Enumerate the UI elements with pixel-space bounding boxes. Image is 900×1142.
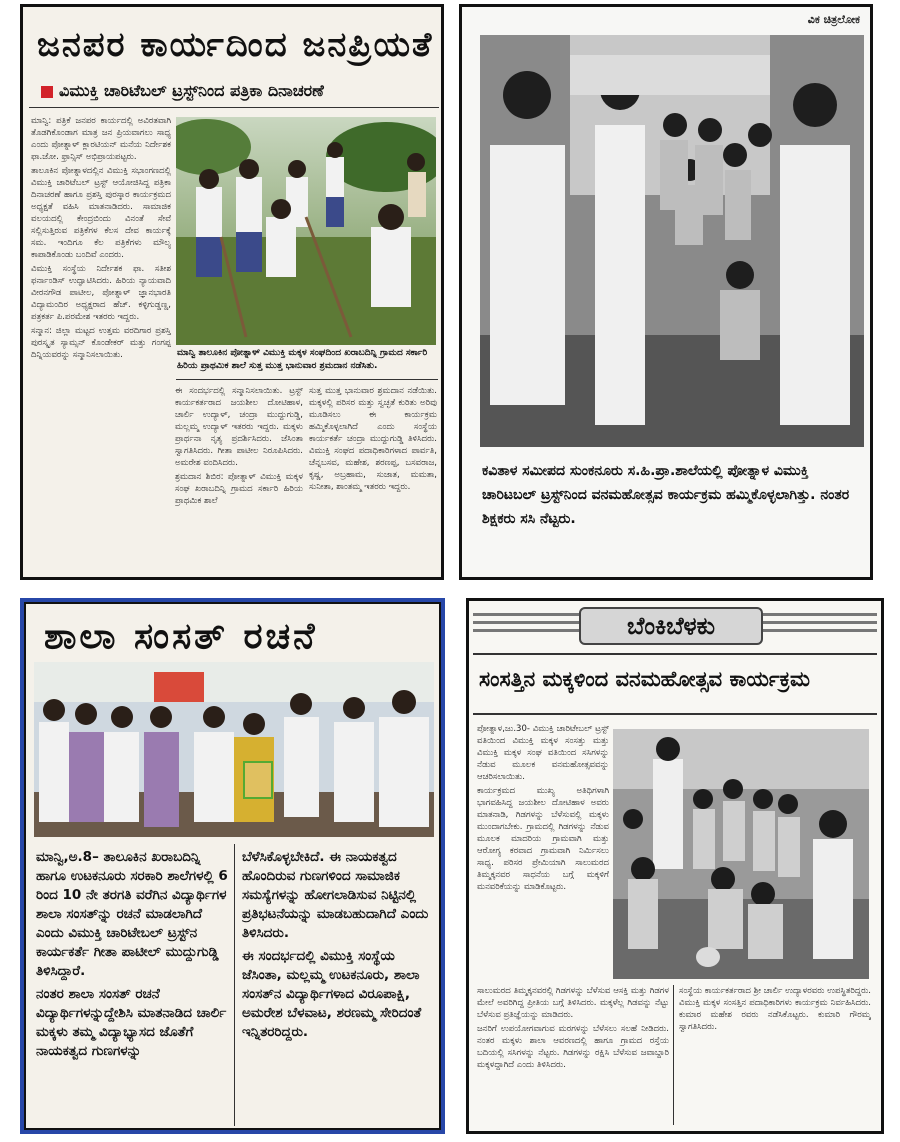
paragraph: ನಂತರ ಶಾಲಾ ಸಂಸತ್ ರಚನೆ ವಿದ್ಯಾರ್ಥಿಗಳನ್ನುದ್ದೇಶಿಸಿ ಮಾತನಾಡಿದ ಚಾರ್ಲಿ ಮಕ್ಕಳು ತಮ್ಮ ವಿದ್ಯಾಭ್ಯಾಸದ ಜೊತೆಗೆ ನಾಯಕತ್ವದ ಗುಣಗಳನ್ನು	[36, 986, 227, 1059]
caption-text: ಕವಿತಾಳ ಸಮೀಪದ ಸುಂಕನೂರು ಸ.ಹಿ.ಪ್ರಾ.ಶಾಲೆಯಲ್ಲಿ ಪೋತ್ನಾಳ ವಿಮುಕ್ತಿ ಚಾರಿಟಬಲ್ ಟ್ರಸ್ಟ್‌ನಿಂದ ವನಮಹೋತ್ಸವ ಕಾರ್ಯಕ್ರಮ ಹಮ್ಮಿಕೊಳ್ಳಲಾಗಿತ್ತು. ನಂತರ ಶಿಕ್ಷಕರು ಸಸಿ ನೆಟ್ಟರು.	[482, 463, 850, 527]
column-divider	[673, 985, 674, 1125]
news-photo-tree-planting	[480, 35, 864, 447]
article-column-left	[477, 723, 609, 973]
headline: ಜನಪರ ಕಾರ್ಯದಿಂದ ಜನಪ್ರಿಯತೆ	[37, 25, 434, 65]
paragraph: ಜನರಿಗೆ ಉಪಯೋಗವಾಗುವ ಮರಗಳನ್ನು ಬೆಳೆಸಲು ಸಲಹೆ ನೀಡಿದರು. ನಂತರ ಮಕ್ಕಳು ಶಾಲಾ ಆವರಣದಲ್ಲಿ ಹಾಗೂ ಗ್ರಾಮದ ರಸ್ತೆಯ ಬದಿಯಲ್ಲಿ ಸಸಿಗಳನ್ನು ನೆಟ್ಟರು. ಗಿಡಗಳನ್ನು ರಕ್ಷಿಸಿ ಬೆಳೆಸುವ ಜವಾಬ್ದಾರಿ ಮಕ್ಕಳದ್ದಾಗಿದೆ ಎಂದು ತಿಳಿಸಿದರು.	[477, 1024, 669, 1070]
subheadline-text: ವಿಮುಕ್ತಿ ಚಾರಿಟೆಬಲ್ ಟ್ರಸ್ಟ್‌ನಿಂದ ಪತ್ರಿಕಾ ದಿನಾಚರಣೆ	[59, 81, 324, 100]
article-column-left	[31, 115, 171, 575]
article-column-middle	[175, 385, 303, 575]
article-column-right	[242, 848, 434, 1132]
newspaper-clipping-1	[20, 4, 444, 580]
news-photo-children-planting	[176, 117, 436, 345]
headline: ಸಂಸತ್ತಿನ ಮಕ್ಕಳಿಂದ ವನಮಹೋತ್ಸವ ಕಾರ್ಯಕ್ರಮ	[479, 667, 810, 691]
paragraph: ಸುತ್ತ ಮುತ್ತ ಭಾನುವಾರ ಶ್ರಮದಾನ ನಡೆಯಿತು. ಮಕ್ಕಳಲ್ಲಿ ಪರಿಸರ ಮತ್ತು ಸ್ವಚ್ಛತೆ ಕುರಿತು ಅರಿವು ಮೂಡಿಸಲು ಈ ಕಾರ್ಯಕ್ರಮ ಹಮ್ಮಿಕೊಳ್ಳಲಾಗಿದೆ ಎಂದು ಸಂಸ್ಥೆಯ ಕಾರ್ಯಕರ್ತೆ ಚಂದ್ರಾ ಮುದ್ದುಗುಡ್ಡಿ ತಿಳಿಸಿದರು. ವಿಮುಕ್ತಿ ಸಂಘದ ಪದಾಧಿಕಾರಿಗಳಾದ ಪಾರ್ವತಿ, ಚೆನ್ನಬಸವ, ಮಹೇಶ, ಶರಣಪ್ಪ, ಬಸವರಾಜ, ಕೃಷ್ಣ, ಅಬ್ರಹಾಮ, ಸುಜಾತ, ಮಮತಾ, ಸುನೀತಾ, ಶಾಂತಮ್ಮ ಇತರರು ಇದ್ದರು.	[309, 386, 437, 492]
article-column-right	[309, 385, 437, 575]
paragraph: ಈ ಸಂದರ್ಭದಲ್ಲಿ ಸನ್ಮಾನಿಸಲಾಯಿತು. ಟ್ರಸ್ಟ್ ಕಾರ್ಯಕರ್ತರಾದ ಜಯಶೀಲ ದೋಟಿಹಾಳ, ಚಾರ್ಲಿ ಉದ್ಯಾಳ್, ಚಂದ್ರಾ ಮುದ್ದುಗುಡ್ಡಿ, ಮಲ್ಲಮ್ಮ ಉದ್ಯಾಳ್ ಇತರರು ಇದ್ದರು. ಮಕ್ಕಳು ಪ್ರಾರ್ಥನಾ ನೃತ್ಯ ಪ್ರದರ್ಶಿಸಿದರು. ಜೆಸಿಂತಾ ಸ್ವಾಗತಿಸಿದರು. ಗೀತಾ ಪಾಟೀಲ ನಿರೂಪಿಸಿದರು. ಅಮರೇಶ ವಂದಿಸಿದರು.	[175, 386, 303, 468]
red-bullet-icon	[41, 86, 53, 98]
newspaper-clipping-4	[466, 598, 884, 1134]
photo-caption	[482, 459, 862, 531]
newspaper-clipping-2	[459, 4, 873, 580]
divider	[473, 713, 877, 715]
column-divider	[234, 844, 235, 1126]
paragraph: ಶ್ರಮದಾನ ಶಿಬಿರ: ಪೋತ್ನಾಳ್ ವಿಮುಕ್ತಿ ಮಕ್ಕಳ ಸಂಘ ಖರಾಬದಿನ್ನಿ ಗ್ರಾಮದ ಸರ್ಕಾರಿ ಹಿರಿಯ ಪ್ರಾಥಮಿಕ ಶಾಲೆ	[175, 472, 303, 506]
section-kicker: ವಿಕ ಚಿತ್ರಲೋಕ	[807, 13, 860, 26]
headline: ಶಾಲಾ ಸಂಸತ್ ರಚನೆ	[44, 616, 318, 657]
paragraph: ಕಾರ್ಯಕ್ರಮದ ಮುಖ್ಯ ಅತಿಥಿಗಳಾಗಿ ಭಾಗವಹಿಸಿದ್ದ ಜಯಶೀಲ ದೋಟಿಹಾಳ ಅವರು ಮಾತನಾಡಿ, ಗಿಡಗಳನ್ನು ಬೆಳೆಸುವಲ್ಲಿ ಮಕ್ಕಳು ಮುಂದಾಗಬೇಕು. ಗ್ರಾಮದಲ್ಲಿ ಗಿಡಗಳನ್ನು ನೆಡುವ ಮೂಲಕ ಮಾದರಿಯ ಗ್ರಾಮವಾಗಿ ಮತ್ತು ಆರೋಗ್ಯ ಕರವಾದ ಗ್ರಾಮವಾಗಿ ನಿರ್ಮಿಸಲು ಸಾಧ್ಯ. ಪರಿಸರ ಪ್ರೇಮಿಯಾಗಿ ಸಾಲುಮರದ ತಿಮ್ಮಕ್ಕನವರ ಸಾಧನೆಯ ಬಗ್ಗೆ ಮಕ್ಕಳಿಗೆ ಮನವರಿಕೆಯನ್ನು ಮಾಡಿಕೊಟ್ಟರು.	[477, 786, 609, 892]
divider	[29, 107, 439, 108]
news-photo-group	[34, 662, 434, 837]
paragraph: ಪೋತ್ನಾಳ,ಜು.30- ವಿಮುಕ್ತಿ ಚಾರಿಟೇಬಲ್ ಟ್ರಸ್ಟ್ ವತಿಯಿಂದ ವಿಮುಕ್ತಿ ಮಕ್ಕಳ ಸಂಸತ್ತು ಮತ್ತು ವಿಮುಕ್ತಿ ಮಕ್ಕಳ ಸಂಘ ವತಿಯಿಂದ ಸಸಿಗಳನ್ನು ನೆಡುವ ಮೂಲಕ ವನಮಹೋತ್ಸವವನ್ನು ಆಚರಿಸಲಾಯಿತು.	[477, 724, 609, 782]
paragraph: ಈ ಸಂದರ್ಭದಲ್ಲಿ ವಿಮುಕ್ತಿ ಸಂಸ್ಥೆಯ ಜೆಸಿಂತಾ, ಮಲ್ಲಮ್ಮ ಉಟಕನೂರು, ಶಾಲಾ ಸಂಸತ್‌ನ ವಿದ್ಯಾರ್ಥಿಗಳಾದ ವಿರೂಪಾಕ್ಷಿ, ಅಮರೇಶ ಬೆಳವಾಟ, ಶರಣಮ್ಮ ಸೇರಿದಂತೆ ಇನ್ನಿತರರಿದ್ದರು.	[242, 948, 422, 1040]
masthead-title: ಬೆಂಕಿಬೆಳಕು	[579, 607, 763, 645]
article-column-left	[36, 848, 228, 1132]
divider	[473, 653, 877, 655]
photo-caption: ಮಾನ್ವಿ ತಾಲೂಕಿನ ಪೋತ್ನಾಳ್ ವಿಮುಕ್ತಿ ಮಕ್ಕಳ ಸಂಘದಿಂದ ಖರಾಬದಿನ್ನಿ ಗ್ರಾಮದ ಸರ್ಕಾರಿ ಹಿರಿಯ ಪ್ರಾಥಮಿಕ ಶಾಲೆ ಸುತ್ತ ಮುತ್ತ ಭಾನುವಾರ ಶ್ರಮದಾನ ನಡೆಸಿತು.	[177, 348, 428, 371]
article-column-bottom-left	[477, 985, 669, 1125]
article-column-bottom-right	[679, 985, 871, 1125]
paragraph: ಮಾನ್ವಿ: ಪತ್ರಿಕೆ ಜನಪರ ಕಾರ್ಯದಲ್ಲಿ ಅವಿರತವಾಗಿ ತೊಡಗಿಕೊಂಡಾಗ ಮಾತ್ರ ಜನ ಪ್ರಿಯವಾಗಲು ಸಾಧ್ಯ ಎಂದು ಪೋತ್ನಾಳ್ ಕ್ಲಾರಟಿಯನ್ ಮನೆಯ ನಿರ್ದೇಶಕ ಫಾ.ಜೋ. ಫ್ರಾನ್ಸಿಸ್ ಅಭಿಪ್ರಾಯಪಟ್ಟರು.	[31, 116, 171, 162]
subheadline	[41, 81, 324, 101]
paragraph: ಸಾಲುಮರದ ತಿಮ್ಮಕ್ಕನವರಲ್ಲಿ ಗಿಡಗಳನ್ನು ಬೆಳೆಸುವ ಆಸಕ್ತಿ ಮತ್ತು ಗಿಡಗಳ ಮೇಲೆ ಅವರಿಗಿದ್ದ ಪ್ರೀತಿಯ ಬಗ್ಗೆ ತಿಳಿಸಿದರು. ಮಕ್ಕಳೆಲ್ಲ ಗಿಡವನ್ನು ನೆಟ್ಟು ಬೆಳೆಸುವ ಪ್ರತಿಜ್ಞೆಯನ್ನು ಮಾಡಿದರು.	[477, 986, 669, 1020]
paragraph: ಸನ್ಮಾನ: ಜಿಲ್ಲಾ ಮಟ್ಟದ ಉತ್ತಮ ವರದಿಗಾರ ಪ್ರಶಸ್ತಿ ಪುರಸ್ಕೃತ ಸ್ಯಾಮ್ಸನ್ ಕೊಂಡೇಕರ್ ಮತ್ತು ಗಂಗಪ್ಪ ದಿನ್ನಿಯವರನ್ನು ಸನ್ಮಾನಿಸಲಾಯಿತು.	[31, 326, 171, 360]
news-photo-planting	[613, 729, 869, 979]
newspaper-clipping-3	[20, 598, 445, 1134]
paragraph: ತಾಲೂಕಿನ ಪೋತ್ನಾಳದಲ್ಲಿನ ವಿಮುಕ್ತಿ ಸಭಾಂಗಣದಲ್ಲಿ ವಿಮುಕ್ತಿ ಚಾರಿಟೆಬಲ್ ಟ್ರಸ್ಟ್ ಆಯೋಜಿಸಿದ್ದ ಪತ್ರಿಕಾ ದಿನಾಚರಣೆ ಹಾಗೂ ಪ್ರಶಸ್ತಿ ಪುರಸ್ಕಾರ ಕಾರ್ಯಕ್ರಮದ ಅಧ್ಯಕ್ಷತೆ ವಹಿಸಿ ಮಾತನಾಡಿದರು. ಸಾಮಾಜಿಕ ವಲಯದಲ್ಲಿ ಕೇಂದ್ರಬಿಂದು ವಿನಂತೆ ಸೇವೆ ಸಲ್ಲಿಸುತ್ತಿರುವ ಪತ್ರಿಕೆಗಳ ಕೆಲಸ ದೇವ ಕಾರ್ಯಕ್ಕೆ ಸಮ. ಇಂದಿಗೂ ಕೆಲ ಪತ್ರಿಕೆಗಳು ಮೌಲ್ಯ ಕಾಪಾಡಿಕೊಂಡು ಬಂದಿವೆ ಎಂದರು.	[31, 166, 171, 260]
paragraph: ಬೆಳೆಸಿಕೊಳ್ಳಬೇಕಿದೆ. ಈ ನಾಯಕತ್ವದ ಹೊಂದಿರುವ ಗುಣಗಳಿಂದ ಸಾಮಾಜಿಕ ಸಮಸ್ಯೆಗಳನ್ನು ಹೋಗಲಾಡಿಸುವ ನಿಟ್ಟಿನಲ್ಲಿ ಪ್ರತಿಭಟನೆಯನ್ನು ಮಾಡಬಹುದಾಗಿದೆ ಎಂದು ತಿಳಿಸಿದರು.	[242, 849, 429, 941]
paragraph: ವಿಮುಕ್ತಿ ಸಂಸ್ಥೆಯ ನಿರ್ದೇಶಕ ಫಾ. ಸತೀಶ ಫರ್ನಾಂಡಿಸ್ ಉದ್ಘಾಟಿಸಿದರು. ಹಿರಿಯ ನ್ಯಾಯವಾದಿ ವೀರನಗೌಡ ಪಾಟೀಲ, ಪೋತ್ನಾಳ್ ಜ್ಞಾನಭಾರತಿ ವಿದ್ಯಾಮಂದಿರ ಅಧ್ಯಕ್ಷರಾದ ಹೆಚ್. ಕಳ್ಳಿಗುಡ್ಡಣ್ಣ, ಪತ್ರಕರ್ತ ಪಿ.ಪರಮೇಶ ಇತರರು ಇದ್ದರು.	[31, 264, 171, 322]
masthead	[469, 601, 881, 649]
paragraph: ಮಾನ್ವಿ,ಅ.8– ತಾಲೂಕಿನ ಖರಾಬದಿನ್ನಿ ಹಾಗೂ ಉಟಕನೂರು ಸರಕಾರಿ ಶಾಲೆಗಳಲ್ಲಿ 6 ರಿಂದ 10 ನೇ ತರಗತಿ ವರೆಗಿನ ವಿದ್ಯಾರ್ಥಿಗಳ ಶಾಲಾ ಸಂಸತ್‌ನ್ನು ರಚನೆ ಮಾಡಲಾಗಿದೆ ಎಂದು ವಿಮುಕ್ತಿ ಚಾರಿಟೇಬಲ್ ಟ್ರಸ್ಟ್‌ನ ಕಾರ್ಯಕರ್ತೆ ಗೀತಾ ಪಾಟೀಲ್ ಮುದ್ದುಗುಡ್ಡಿ ತಿಳಿಸಿದ್ದಾರೆ.	[36, 849, 228, 979]
paragraph: ಸಂಸ್ಥೆಯ ಕಾರ್ಯಕರ್ತರಾದ ಶ್ರೀ ಚಾರ್ಲಿ ಉದ್ಯಾಳರವರು ಉಪಸ್ಥಿತರಿದ್ದರು. ವಿಮುಕ್ತಿ ಮಕ್ಕಳ ಸಂಸತ್ತಿನ ಪದಾಧಿಕಾರಿಗಳು ಕಾರ್ಯಕ್ರಮ ನಿರ್ವಹಿಸಿದರು. ಕುಮಾರ ಮಹೇಶ ರವರು ನಡೆಸಿಕೊಟ್ಟರು. ಕುಮಾರಿ ಗೌರಮ್ಮ ಸ್ವಾಗತಿಸಿದರು.	[679, 986, 871, 1032]
divider	[176, 379, 438, 380]
